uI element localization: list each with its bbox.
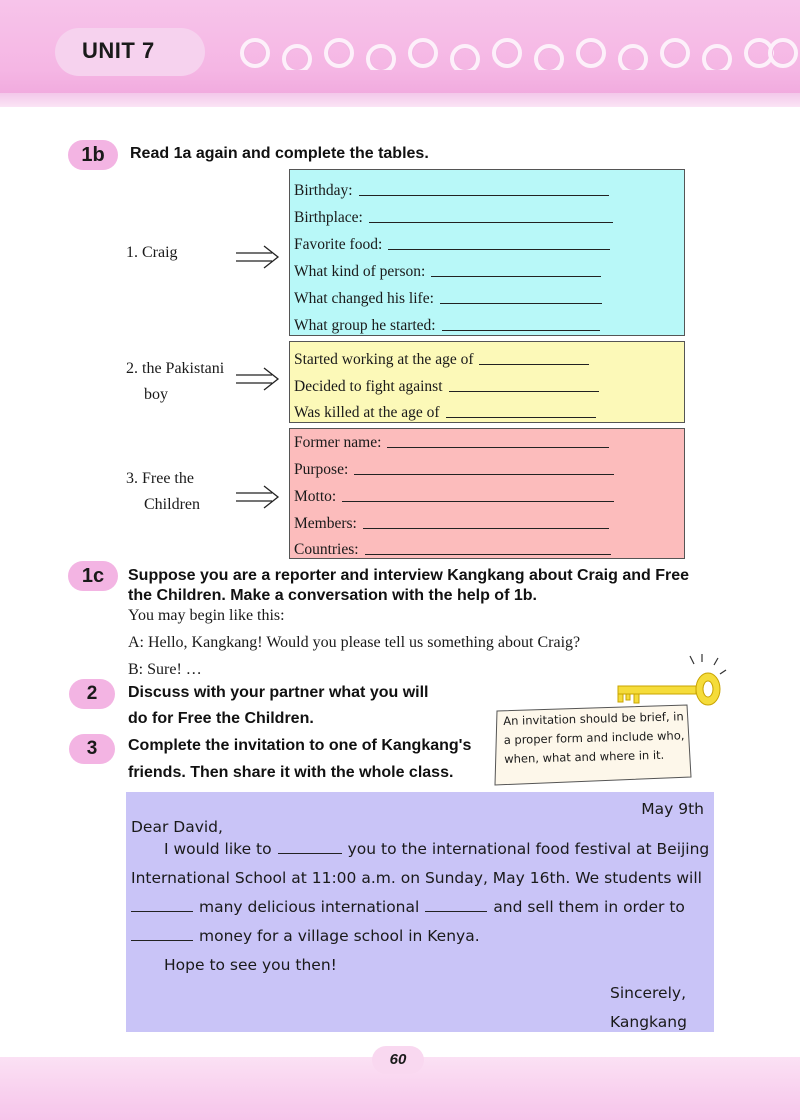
letter-closing: Sincerely, — [610, 984, 687, 1002]
pakistani-boy-label-2: boy — [144, 386, 168, 403]
badge-1c: 1c — [68, 561, 118, 591]
answer-blank[interactable] — [359, 194, 609, 196]
free-the-children-label: 3. Free the — [126, 470, 194, 487]
letter-line-3 — [131, 898, 685, 916]
field-label: Decided to fight against — [294, 378, 443, 395]
field-label: What changed his life: — [294, 290, 434, 307]
letter-line-2: International School at 11:00 a.m. on Sunday, May 16th. We students will — [131, 869, 702, 887]
answer-blank[interactable] — [440, 302, 602, 304]
dialog-line-b: B: Sure! … — [128, 661, 202, 678]
letter-blank[interactable] — [278, 852, 342, 854]
letter-text-segment: money for a village school in Kenya. — [199, 927, 480, 945]
letter-signature: Kangkang — [610, 1013, 687, 1031]
letter-date: May 9th — [641, 800, 704, 818]
letter-greeting: Dear David, — [131, 818, 223, 836]
free-the-children-label-2: Children — [144, 496, 200, 513]
dialog-intro: You may begin like this: — [128, 607, 285, 624]
letter-text-segment: and sell them in order to — [493, 898, 685, 916]
letter-blank[interactable] — [131, 939, 193, 941]
field-label: What kind of person: — [294, 263, 426, 280]
tip-line: An invitation should be brief, in — [503, 709, 684, 728]
answer-blank[interactable] — [449, 390, 599, 392]
answer-blank[interactable] — [446, 416, 596, 418]
craig-label: 1. Craig — [126, 244, 178, 261]
answer-blank[interactable] — [342, 500, 614, 502]
answer-blank[interactable] — [479, 363, 589, 365]
letter-text-segment: you to the international food festival at Beijing — [347, 840, 710, 858]
field-label: Former name: — [294, 434, 382, 451]
answer-blank[interactable] — [363, 527, 609, 529]
letter-blank[interactable] — [131, 910, 193, 912]
field-label: What group he started: — [294, 317, 436, 334]
page-number: 60 — [372, 1046, 424, 1074]
instruction-3-line1: Complete the invitation to one of Kangkang's — [128, 737, 472, 754]
invitation-letter — [126, 792, 714, 1032]
instruction-2-line1: Discuss with your partner what you will — [128, 684, 429, 701]
answer-blank[interactable] — [442, 329, 600, 331]
instruction-1c-line2: the Children. Make a conversation with the help of 1b. — [128, 587, 537, 604]
badge-3: 3 — [69, 734, 115, 764]
field-label: Members: — [294, 515, 357, 532]
letter-blank[interactable] — [425, 910, 487, 912]
badge-2: 2 — [69, 679, 115, 709]
free-the-children-table — [289, 428, 685, 559]
letter-text-segment: many delicious international — [199, 898, 420, 916]
instruction-1b: Read 1a again and complete the tables. — [130, 145, 429, 162]
field-label: Birthplace: — [294, 209, 363, 226]
field-label: Motto: — [294, 488, 337, 505]
pakistani-boy-table — [289, 341, 685, 423]
double-arrow-icon — [236, 364, 280, 394]
letter-line-1 — [164, 840, 709, 858]
instruction-1c-line1: Suppose you are a reporter and interview Kangkang about Craig and Free — [128, 567, 690, 584]
field-label: Birthday: — [294, 182, 353, 199]
tip-text — [503, 707, 685, 769]
double-arrow-icon — [236, 242, 280, 272]
decorative-rings — [240, 36, 800, 70]
answer-blank[interactable] — [365, 553, 611, 555]
answer-blank[interactable] — [431, 275, 601, 277]
answer-blank[interactable] — [387, 446, 609, 448]
answer-blank[interactable] — [369, 221, 613, 223]
tip-line: when, what and where in it. — [504, 747, 665, 766]
letter-line-4 — [131, 927, 480, 945]
unit-title: UNIT 7 — [82, 38, 155, 63]
letter-line-5: Hope to see you then! — [164, 956, 337, 974]
field-label: Countries: — [294, 541, 359, 558]
answer-blank[interactable] — [354, 473, 614, 475]
letter-text-segment: I would like to — [164, 840, 272, 858]
dialog-line-a: A: Hello, Kangkang! Would you please tell us something about Craig? — [128, 634, 581, 651]
header-band — [0, 93, 800, 107]
tip-line: a proper form and include who, — [503, 728, 685, 747]
instruction-2-line2: do for Free the Children. — [128, 710, 314, 727]
instruction-3-line2: friends. Then share it with the whole class. — [128, 764, 454, 781]
field-label: Purpose: — [294, 461, 349, 478]
answer-blank[interactable] — [388, 248, 610, 250]
field-label: Was killed at the age of — [294, 404, 440, 421]
field-label: Favorite food: — [294, 236, 383, 253]
double-arrow-icon — [236, 482, 280, 512]
field-label: Started working at the age of — [294, 351, 474, 368]
craig-table — [289, 169, 685, 336]
pakistani-boy-label: 2. the Pakistani — [126, 360, 225, 377]
badge-1b: 1b — [68, 140, 118, 170]
